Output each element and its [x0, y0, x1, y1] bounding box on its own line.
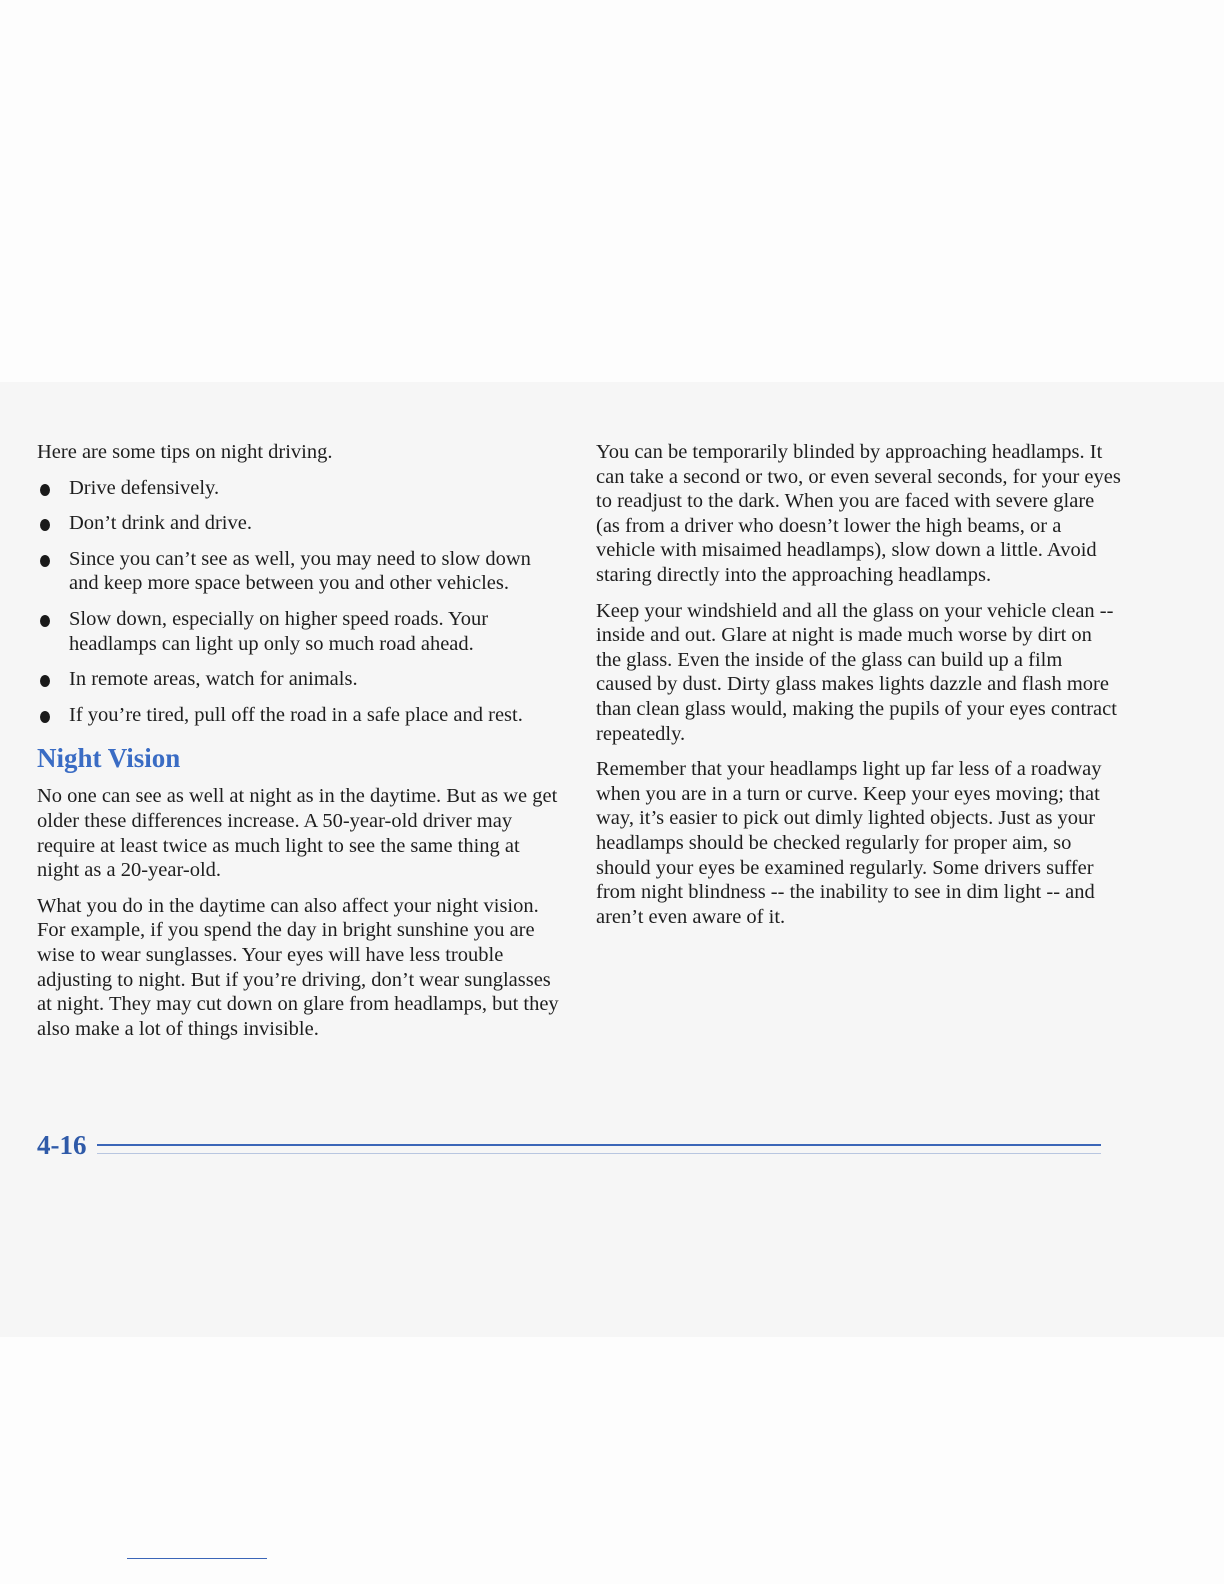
tips-list: [37, 476, 562, 728]
right-column: [596, 440, 1121, 940]
intro-text: Here are some tips on night driving.: [37, 441, 333, 463]
left-column: [37, 440, 562, 1052]
list-item: [37, 547, 562, 596]
tip-text: Since you can’t see as well, you may need to slow down and keep more space between you and other vehicles.: [69, 547, 531, 595]
footer-rule: [97, 1144, 1101, 1146]
paragraph: You can be temporarily blinded by approaching headlamps. It can take a second or two, or even several seconds, for your eyes to readjust to the dark. When you are faced with severe glare (as from a driver who doesn’t lower the high beams, or a vehicle with misaimed headlamps), slow down a little. Avoid staring directly into the approaching headlamps.: [596, 441, 1121, 586]
bullet-icon: [40, 675, 50, 687]
bottom-divider: [127, 1558, 267, 1559]
list-item: [37, 476, 562, 501]
list-item: [37, 703, 562, 728]
list-item: [37, 667, 562, 692]
paragraph: Remember that your headlamps light up far less of a roadway when you are in a turn or curve. Keep your eyes moving; that way, it’s easier to pick out dimly lighted objects. Just as your headlamps should be checked regularly for proper aim, so should your eyes be examined regularly. Some drivers suffer from night blindness -- the inability to see in dim light -- and aren’t even aware of it.: [596, 758, 1102, 928]
paragraph: What you do in the daytime can also affect your night vision. For example, if you spend the day in bright sunshine you are wise to wear sunglasses. Your eyes will have less trouble adjusting to night. But if you’re driving, don’t wear sunglasses at night. They may cut down on glare from headlamps, but they also make a lot of things invisible.: [37, 894, 559, 1040]
footer-rule-secondary: [97, 1153, 1101, 1154]
list-item: [37, 607, 562, 656]
bullet-icon: [40, 555, 50, 567]
bullet-icon: [40, 519, 50, 531]
tip-text: Drive defensively.: [69, 476, 220, 499]
tip-text: Don’t drink and drive.: [69, 512, 252, 535]
bullet-icon: [40, 615, 50, 627]
section-title: Night Vision: [37, 743, 181, 774]
list-item: [37, 511, 562, 536]
paragraph: No one can see as well at night as in the daytime. But as we get older these differences increase. A 50-year-old driver may require at least twice as much light to see the same thing at night as a 20-year-old.: [37, 785, 558, 882]
tip-text: In remote areas, watch for animals.: [69, 668, 358, 691]
paragraph: Keep your windshield and all the glass on your vehicle clean -- inside and out. Glare at night is made much worse by dirt on the glass. Even the inside of the glass can build up a film caused by dust. Dirty glass makes lights dazzle and flash more than clean glass would, making the pupils of your eyes contract repeatedly.: [596, 599, 1117, 745]
bullet-icon: [40, 484, 50, 496]
page-number: 4-16: [37, 1130, 87, 1160]
tip-text: Slow down, especially on higher speed roads. Your headlamps can light up only so much road ahead.: [69, 607, 489, 655]
tip-text: If you’re tired, pull off the road in a safe place and rest.: [69, 703, 523, 726]
bullet-icon: [40, 711, 50, 723]
